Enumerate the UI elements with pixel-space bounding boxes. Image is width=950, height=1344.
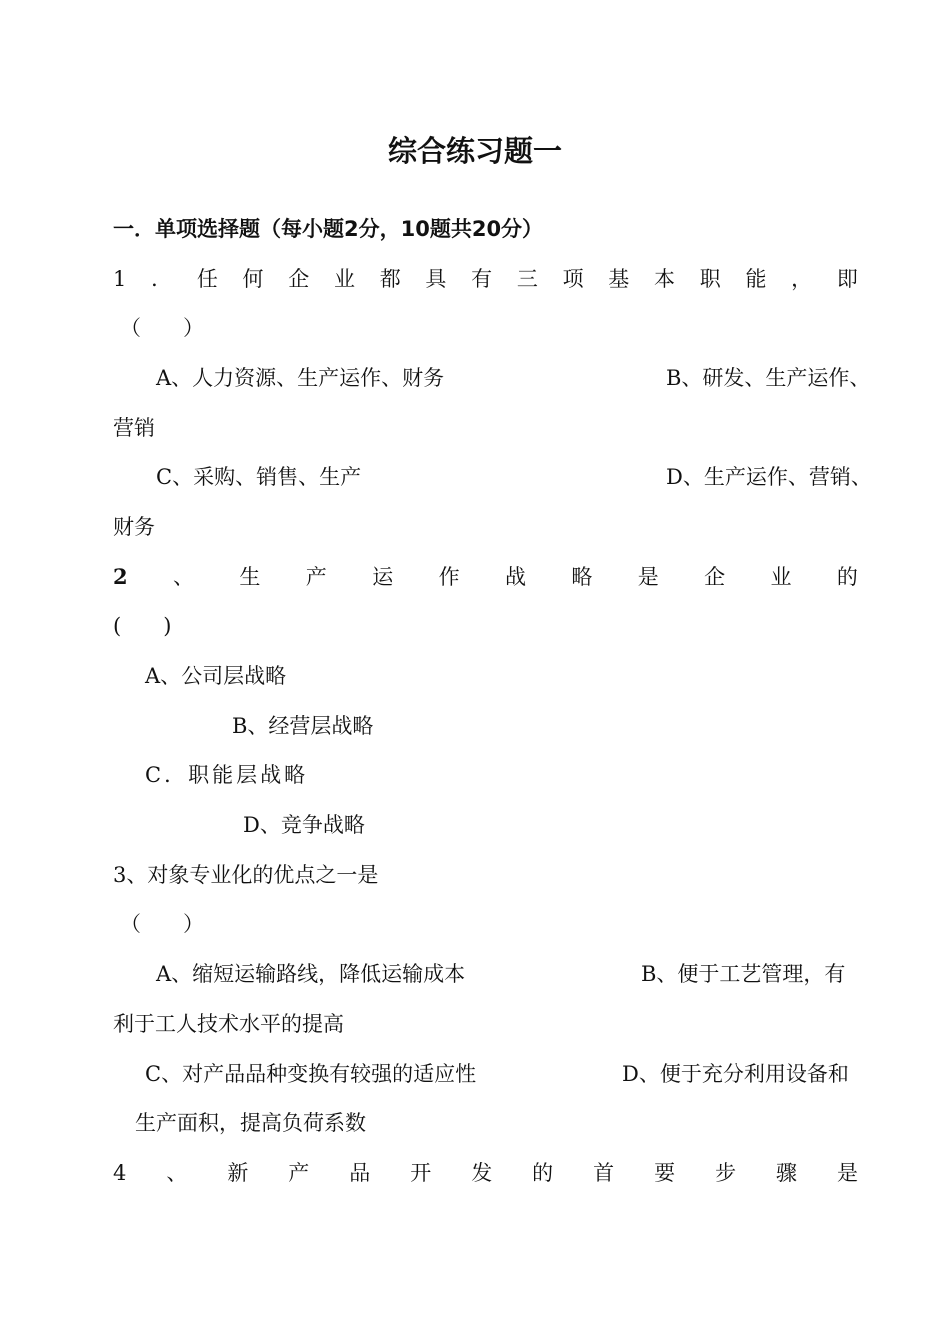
stem-char: 项 — [562, 267, 584, 291]
stem-char: 基 — [608, 267, 630, 291]
stem-char: 产 — [288, 1161, 310, 1185]
stem-char: 都 — [379, 267, 401, 291]
stem-char: 要 — [654, 1161, 676, 1185]
question-2-stem — [113, 562, 858, 592]
stem-char: 、 — [166, 1161, 188, 1185]
question-3-option-d: D、便于充分利用设备和 — [622, 1062, 849, 1086]
question-3-stem: 3、对象专业化的优点之一是 — [113, 863, 379, 887]
question-3-option-a: A、缩短运输路线，降低运输成本 — [156, 962, 466, 986]
stem-char: 本 — [654, 267, 675, 291]
question-3-option-b: B、便于工艺管理，有 — [641, 962, 846, 986]
stem-char: 品 — [349, 1161, 371, 1185]
stem-char: 是 — [837, 1161, 858, 1185]
question-1-option-b: B、研发、生产运作、 — [666, 366, 871, 390]
stem-char: 生 — [239, 565, 261, 589]
stem-char: 能 — [745, 267, 767, 291]
question-1-option-d-cont: 财务 — [113, 515, 155, 539]
stem-char: 1 — [113, 267, 127, 291]
question-2-option-c: C．职能层战略 — [145, 763, 309, 787]
question-2-option-a: A、公司层战略 — [145, 664, 287, 688]
section-heading: 一．单项选择题（每小题2分，10题共20分） — [113, 217, 544, 241]
stem-char: 具 — [425, 267, 447, 291]
stem-char: ， — [791, 267, 813, 291]
stem-char: 企 — [704, 565, 726, 589]
stem-char: 职 — [699, 267, 721, 291]
question-3-blank: （ ） — [120, 912, 204, 936]
stem-char: 、 — [173, 565, 195, 589]
question-3-option-b-cont: 利于工人技术水平的提高 — [113, 1012, 344, 1036]
question-1-option-a: A、人力资源、生产运作、财务 — [156, 366, 445, 390]
question-1-blank: （ ） — [120, 316, 204, 340]
question-1-option-d: D、生产运作、营销、 — [666, 465, 872, 489]
stem-char: 业 — [333, 267, 355, 291]
stem-char: 业 — [770, 565, 792, 589]
stem-char: 即 — [836, 267, 858, 291]
question-3-option-c: C、对产品品种变换有较强的适应性 — [145, 1062, 477, 1086]
question-2-option-b: B、经营层战略 — [232, 714, 374, 738]
stem-char: 4 — [113, 1161, 127, 1185]
question-2-option-d: D、竞争战略 — [243, 813, 365, 837]
stem-char: 发 — [471, 1161, 493, 1185]
stem-char: 开 — [410, 1161, 432, 1185]
question-2-blank: ( ) — [113, 614, 172, 638]
stem-char: 的 — [532, 1161, 554, 1185]
stem-char: 产 — [305, 565, 327, 589]
stem-char: 略 — [571, 565, 593, 589]
stem-char: 企 — [288, 267, 310, 291]
question-1-stem — [113, 264, 858, 294]
stem-char: 是 — [637, 565, 659, 589]
question-3-option-d-cont: 生产面积，提高负荷系数 — [135, 1111, 366, 1135]
question-4-stem — [113, 1158, 858, 1188]
stem-char: 运 — [372, 565, 394, 589]
stem-char: 2 — [113, 564, 128, 589]
stem-char: 骤 — [776, 1161, 798, 1185]
stem-char: 三 — [516, 267, 538, 291]
stem-char: 新 — [227, 1161, 249, 1185]
stem-char: 的 — [836, 565, 858, 589]
stem-char: 战 — [504, 565, 526, 589]
stem-char: 何 — [242, 267, 264, 291]
stem-char: ． — [151, 267, 173, 291]
page-title: 综合练习题一 — [387, 134, 562, 168]
question-1-option-c: C、采购、销售、生产 — [156, 465, 362, 489]
question-1-option-b-cont: 营销 — [113, 416, 155, 440]
stem-char: 首 — [593, 1161, 615, 1185]
stem-char: 步 — [715, 1161, 737, 1185]
stem-char: 任 — [196, 267, 218, 291]
stem-char: 有 — [471, 267, 493, 291]
stem-char: 作 — [438, 565, 460, 589]
